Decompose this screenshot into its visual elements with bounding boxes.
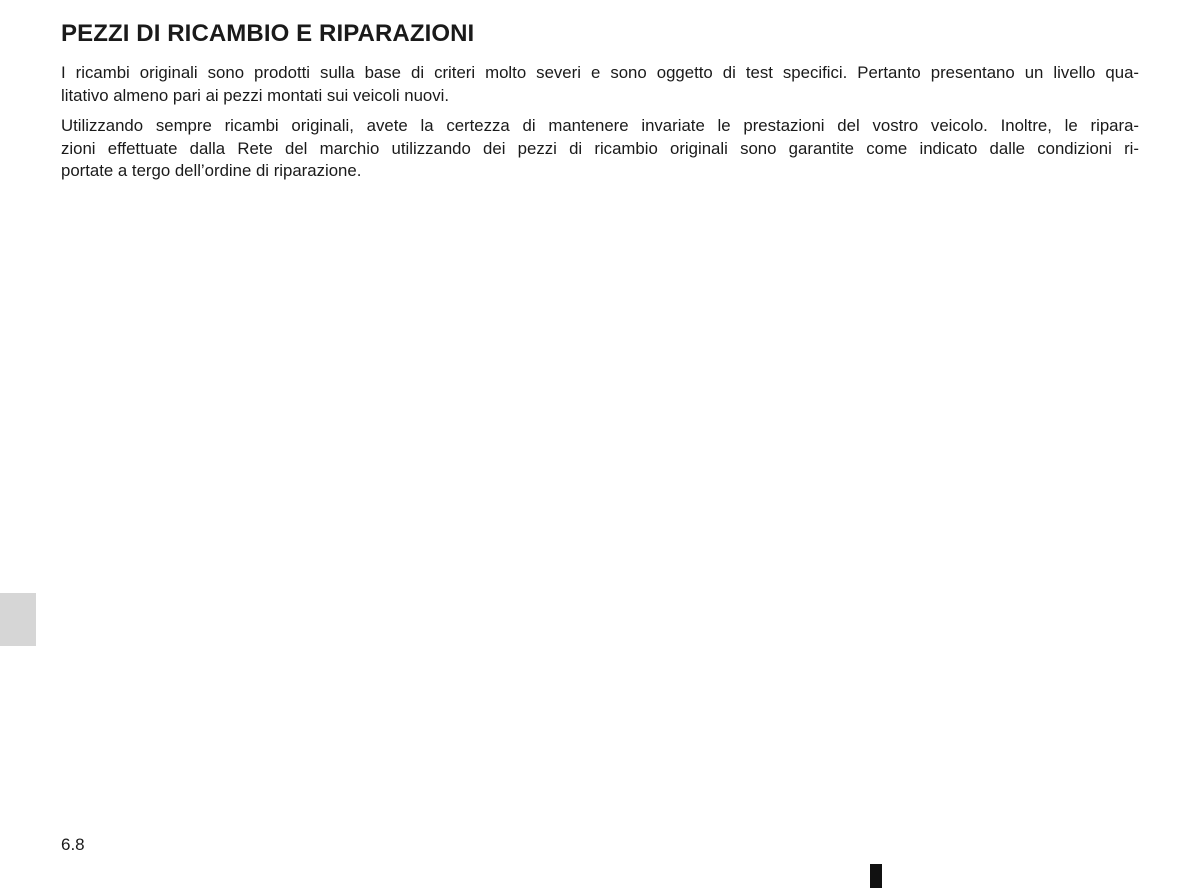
paragraph-line: Utilizzando sempre ricambi originali, avete la certezza di mantenere invariate le prestazioni del vostro veicolo. Inoltre, le ripara- bbox=[61, 116, 1139, 135]
paragraph-line: litativo almeno pari ai pezzi montati sui veicoli nuovi. bbox=[61, 85, 450, 105]
chapter-side-tab bbox=[0, 593, 36, 646]
paragraph-line: I ricambi originali sono prodotti sulla base di criteri molto severi e sono oggetto di test specifici. Pertanto presentano un livello qua- bbox=[61, 63, 1139, 82]
print-corner-mark bbox=[870, 864, 882, 888]
body-text bbox=[61, 62, 1139, 191]
section-title: PEZZI DI RICAMBIO E RIPARAZIONI bbox=[61, 20, 475, 47]
paragraph-original-parts bbox=[61, 62, 1139, 107]
paragraph-line: portate a tergo dell’ordine di riparazione. bbox=[61, 161, 362, 180]
paragraph-repairs-guarantee bbox=[61, 115, 1139, 183]
paragraph-line: zioni effettuate dalla Rete del marchio utilizzando dei pezzi di ricambio originali sono garantite come indicato dalle condizioni ri- bbox=[61, 138, 1139, 158]
page-number: 6.8 bbox=[61, 835, 85, 854]
